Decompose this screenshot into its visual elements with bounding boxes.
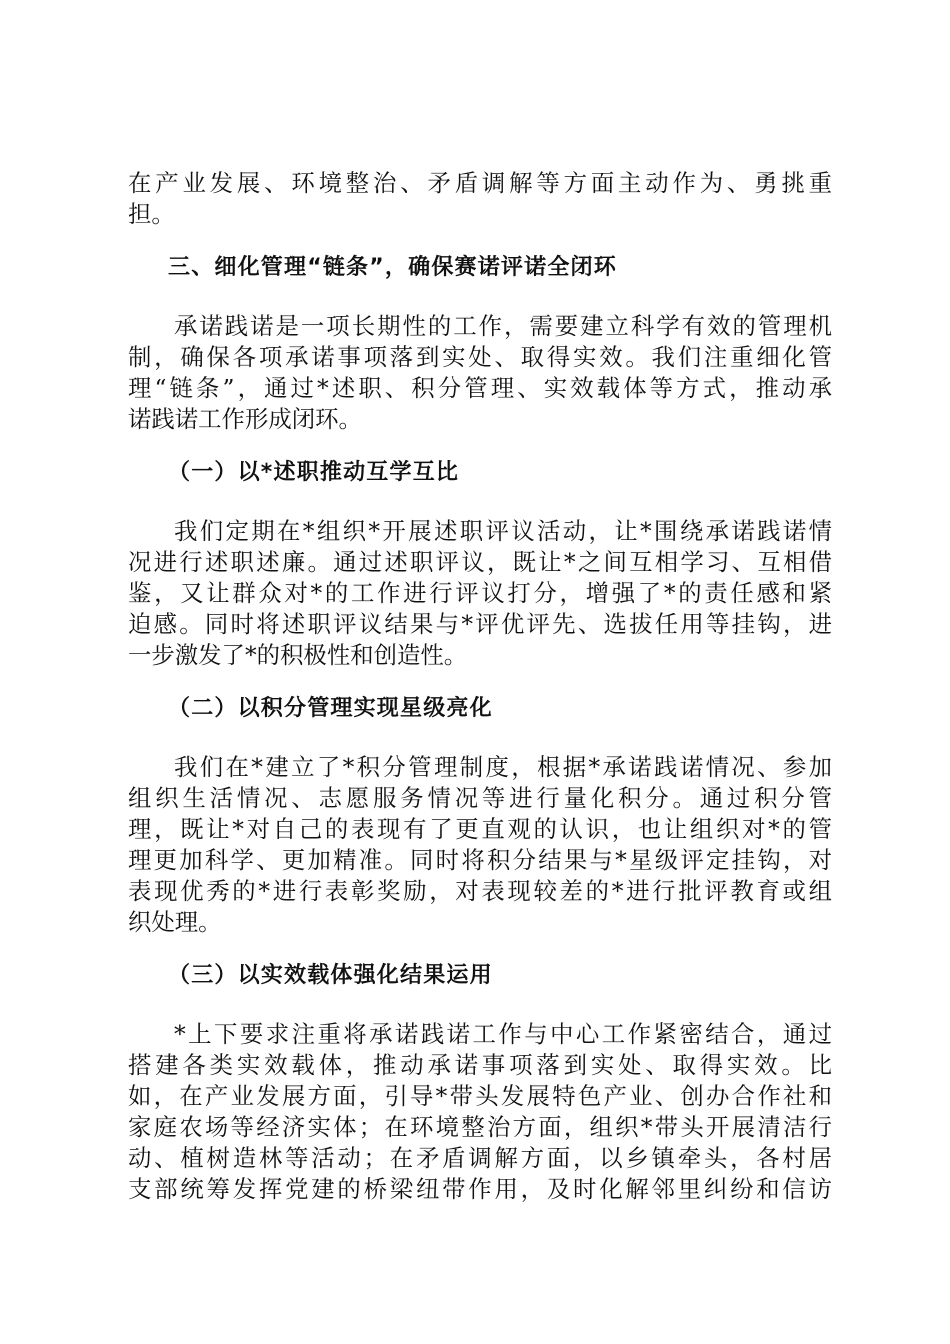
text-line: 搭建各类实效载体，推动承诺事项落到实处、取得实效。比 (128, 1051, 832, 1079)
text-line: 诺践诺工作形成闭环。 (128, 405, 362, 433)
subsection-heading: （二）以积分管理实现星级亮化 (168, 696, 493, 721)
section3-paragraph (128, 311, 832, 435)
text-line: 况进行述职述廉。通过述职评议，既让*之间互相学习、互相借 (128, 548, 832, 576)
subsection2-paragraph (128, 752, 832, 938)
text-line: 理“链条”，通过*述职、积分管理、实效载体等方式，推动承 (128, 374, 832, 402)
text-line: 鉴，又让群众对*的工作进行评议打分，增强了*的责任感和紧 (128, 579, 832, 607)
text-line: 家庭农场等经济实体；在环境整治方面，组织*带头开展清洁行 (128, 1113, 832, 1141)
text-line: 组织生活情况、志愿服务情况等进行量化积分。通过积分管 (128, 784, 832, 812)
subsection1-paragraph (128, 516, 832, 671)
text-line: 迫感。同时将述职评议结果与*评优评先、选拔任用等挂钩，进 (128, 610, 832, 638)
text-line: 理更加科学、更加精准。同时将积分结果与*星级评定挂钩，对 (128, 846, 832, 874)
text-line: 理，既让*对自己的表现有了更直观的认识，也让组织对*的管 (128, 815, 832, 843)
text-line: *上下要求注重将承诺践诺工作与中心工作紧密结合，通过 (174, 1020, 832, 1048)
text-line: 织处理。 (128, 908, 222, 936)
subsection3-paragraph (128, 1019, 832, 1205)
subsection-heading: （一）以*述职推动互学互比 (168, 460, 460, 485)
text-line: 我们在*建立了*积分管理制度，根据*承诺践诺情况、参加 (174, 753, 832, 781)
text-line: 担。 (128, 200, 175, 228)
text-line: 制，确保各项承诺事项落到实处、取得实效。我们注重细化管 (128, 343, 832, 371)
text-line: 表现优秀的*进行表彰奖励，对表现较差的*进行批评教育或组 (128, 877, 832, 905)
intro-paragraph (128, 168, 832, 230)
text-line: 在产业发展、环境整治、矛盾调解等方面主动作为、勇挑重 (128, 169, 832, 197)
text-line: 我们定期在*组织*开展述职评议活动，让*围绕承诺践诺情 (174, 517, 832, 545)
section-heading: 三、细化管理“链条”，确保赛诺评诺全闭环 (168, 255, 617, 280)
text-line: 承诺践诺是一项长期性的工作，需要建立科学有效的管理机 (174, 312, 832, 340)
subsection-heading: （三）以实效载体强化结果运用 (168, 963, 493, 988)
text-line: 动、植树造林等活动；在矛盾调解方面，以乡镇牵头，各村居 (128, 1144, 832, 1172)
text-line: 如，在产业发展方面，引导*带头发展特色产业、创办合作社和 (128, 1082, 832, 1110)
text-line: 一步激发了*的积极性和创造性。 (128, 641, 468, 669)
text-line: 支部统筹发挥党建的桥梁纽带作用，及时化解邻里纠纷和信访 (128, 1175, 832, 1203)
document-body (128, 168, 832, 1227)
